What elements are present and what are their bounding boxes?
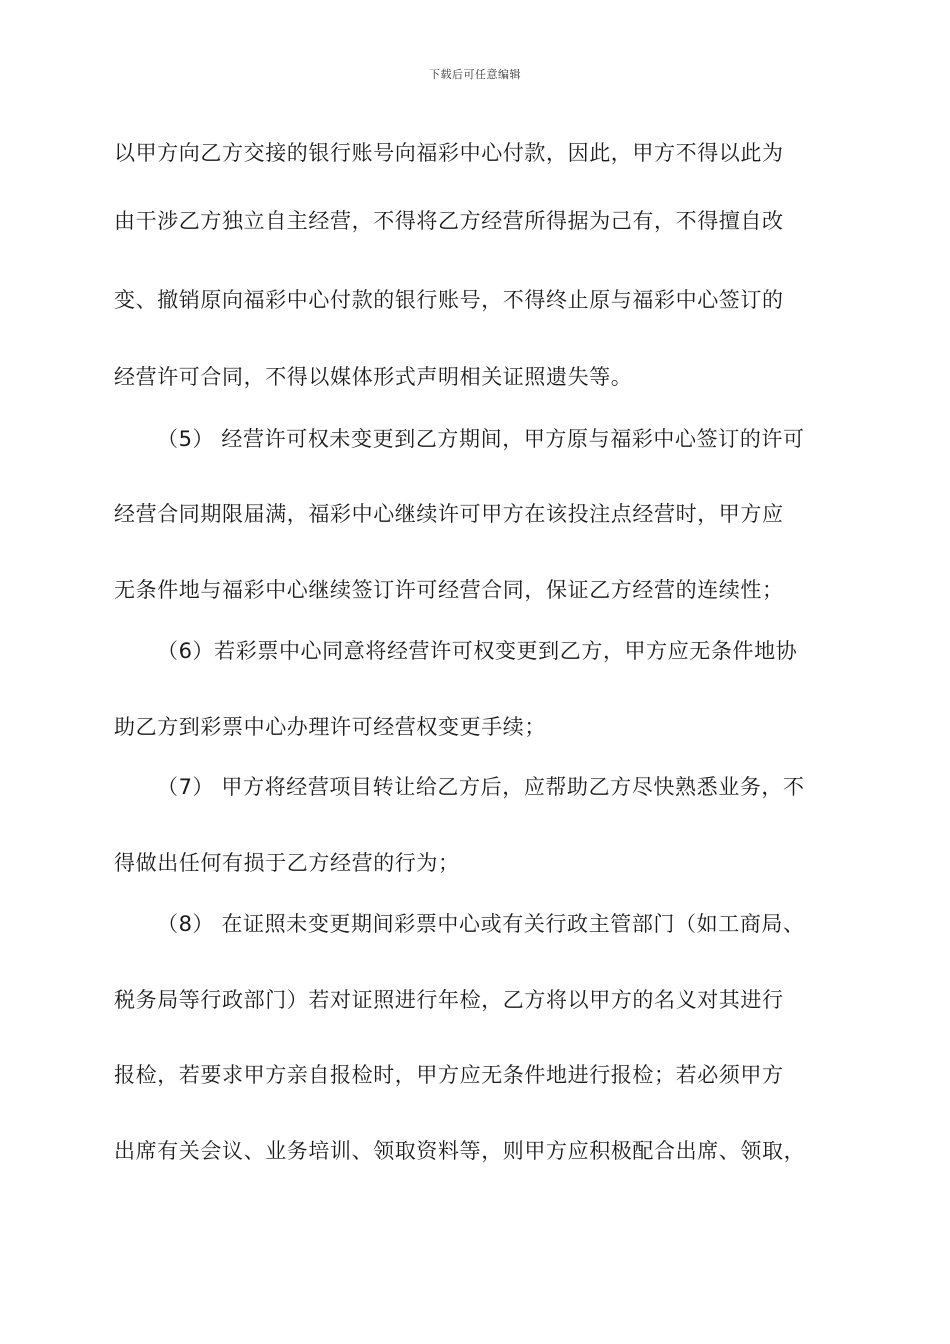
text-line-9: 助乙方到彩票中心办理许可经营权变更手续；: [114, 715, 546, 739]
text-line-6: 经营合同期限届满，福彩中心继续许可甲方在该投注点经营时，甲方应: [114, 502, 784, 526]
text-line-1: 以甲方向乙方交接的银行账号向福彩中心付款，因此，甲方不得以此为: [114, 141, 784, 165]
text-line-12: （8） 在证照未变更期间彩票中心或有关行政主管部门（如工商局、: [157, 912, 805, 936]
text-line-2: 由干涉乙方独立自主经营，不得将乙方经营所得据为己有，不得擅自改: [114, 209, 784, 233]
text-line-3: 变、撤销原向福彩中心付款的银行账号，不得终止原与福彩中心签订的: [114, 288, 784, 312]
text-line-4: 经营许可合同，不得以媒体形式声明相关证照遗失等。: [114, 365, 633, 389]
text-line-10: （7） 甲方将经营项目转让给乙方后，应帮助乙方尽快熟悉业务，不: [157, 775, 805, 799]
text-line-15: 出席有关会议、业务培训、领取资料等，则甲方应积极配合出席、领取，: [114, 1139, 806, 1163]
text-line-7: 无条件地与福彩中心继续签订许可经营合同，保证乙方经营的连续性；: [114, 578, 784, 602]
text-line-13: 税务局等行政部门）若对证照进行年检，乙方将以甲方的名义对其进行: [114, 988, 784, 1012]
text-line-8: （6）若彩票中心同意将经营许可权变更到乙方，甲方应无条件地协: [157, 639, 798, 663]
text-line-14: 报检，若要求甲方亲自报检时，甲方应无条件地进行报检；若必须甲方: [114, 1063, 784, 1087]
header-note: 下载后可任意编辑: [429, 68, 521, 81]
text-line-5: （5） 经营许可权未变更到乙方期间，甲方原与福彩中心签订的许可: [157, 427, 805, 451]
text-line-11: 得做出任何有损于乙方经营的行为；: [114, 851, 460, 875]
